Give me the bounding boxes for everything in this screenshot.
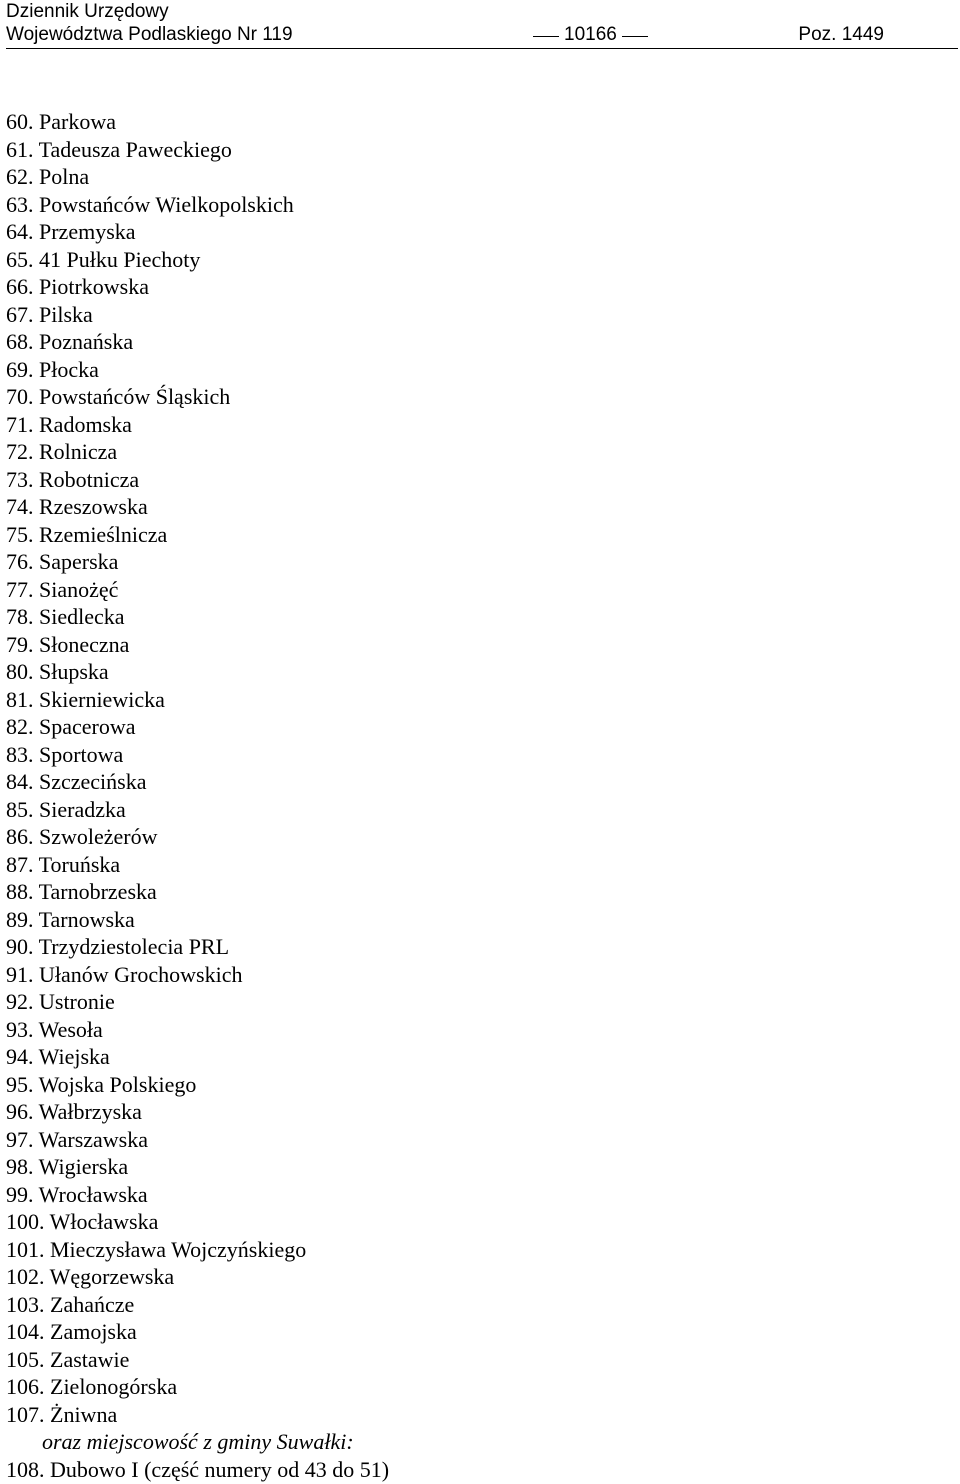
- list-item: 102. Węgorzewska: [6, 1264, 175, 1289]
- list-item: 88. Tarnobrzeska: [6, 879, 157, 904]
- list-item: 107. Żniwna: [6, 1401, 118, 1427]
- list-item: 79. Słoneczna: [6, 631, 130, 657]
- list-note: oraz miejscowość z gminy Suwałki:: [42, 1429, 354, 1454]
- list-item: 95. Wojska Polskiego: [6, 1071, 197, 1097]
- list-item: 103. Zahańcze: [6, 1291, 135, 1317]
- list-item: 62. Polna: [6, 164, 90, 189]
- list-item: 76. Saperska: [6, 549, 119, 574]
- list-item: 82. Spacerowa: [6, 714, 136, 739]
- page-dash-left: [533, 36, 559, 37]
- list-item: 97. Warszawska: [6, 1126, 149, 1152]
- page-dash-right: [622, 36, 648, 37]
- list-item: 67. Pilska: [6, 301, 93, 327]
- list-item: 89. Tarnowska: [6, 906, 135, 932]
- list-item: 64. Przemyska: [6, 219, 136, 244]
- position-number: Poz. 1449: [798, 24, 884, 45]
- list-item: 100. Włocławska: [6, 1209, 159, 1234]
- list-item: 87. Toruńska: [6, 851, 121, 877]
- list-item: 78. Siedlecka: [6, 604, 125, 629]
- list-item: 91. Ułanów Grochowskich: [6, 961, 243, 987]
- list-item: 98. Wigierska: [6, 1154, 129, 1179]
- journal-title: Dziennik Urzędowy: [6, 1, 169, 22]
- list-item: 66. Piotrkowska: [6, 274, 149, 299]
- list-item: 74. Rzeszowska: [6, 494, 148, 519]
- list-item: 68. Poznańska: [6, 329, 134, 354]
- list-item: 104. Zamojska: [6, 1319, 137, 1344]
- list-item: 72. Rolnicza: [6, 439, 118, 464]
- list-item: 85. Sieradzka: [6, 796, 126, 822]
- list-item: 65. 41 Pułku Piechoty: [6, 246, 201, 272]
- list-item: 80. Słupska: [6, 659, 109, 684]
- list-item: 86. Szwoleżerów: [6, 824, 158, 849]
- list-item: 70. Powstańców Śląskich: [6, 384, 231, 409]
- list-item: 93. Wesoła: [6, 1016, 103, 1042]
- list-item: 108. Dubowo I (część numery od 43 do 51): [6, 1456, 390, 1482]
- list-item: 71. Radomska: [6, 411, 132, 437]
- list-item: 81. Skierniewicka: [6, 686, 165, 712]
- list-item: 69. Płocka: [6, 356, 99, 382]
- list-item: 94. Wiejska: [6, 1044, 110, 1069]
- list-item: 75. Rzemieślnicza: [6, 521, 168, 547]
- list-item: 84. Szczecińska: [6, 769, 147, 794]
- header-second-line: [6, 23, 956, 47]
- list-item: 60. Parkowa: [6, 109, 116, 134]
- journal-region: Województwa Podlaskiego Nr 119: [6, 24, 293, 45]
- list-item: 96. Wałbrzyska: [6, 1099, 142, 1124]
- list-item: 92. Ustronie: [6, 989, 115, 1014]
- header-divider: [6, 48, 958, 49]
- list-item: 99. Wrocławska: [6, 1181, 148, 1207]
- page-number: 10166: [564, 24, 617, 45]
- street-list: [6, 108, 389, 1483]
- list-item: 105. Zastawie: [6, 1346, 130, 1372]
- list-item: 101. Mieczysława Wojczyńskiego: [6, 1236, 307, 1262]
- list-item: 61. Tadeusza Paweckiego: [6, 136, 232, 162]
- list-item: 73. Robotnicza: [6, 466, 140, 492]
- list-item: 63. Powstańców Wielkopolskich: [6, 191, 294, 217]
- list-item: 106. Zielonogórska: [6, 1374, 178, 1399]
- page-number-block: [528, 23, 653, 47]
- list-item: 83. Sportowa: [6, 741, 124, 767]
- list-item: 90. Trzydziestolecia PRL: [6, 934, 230, 959]
- list-item: 77. Sianożęć: [6, 576, 119, 602]
